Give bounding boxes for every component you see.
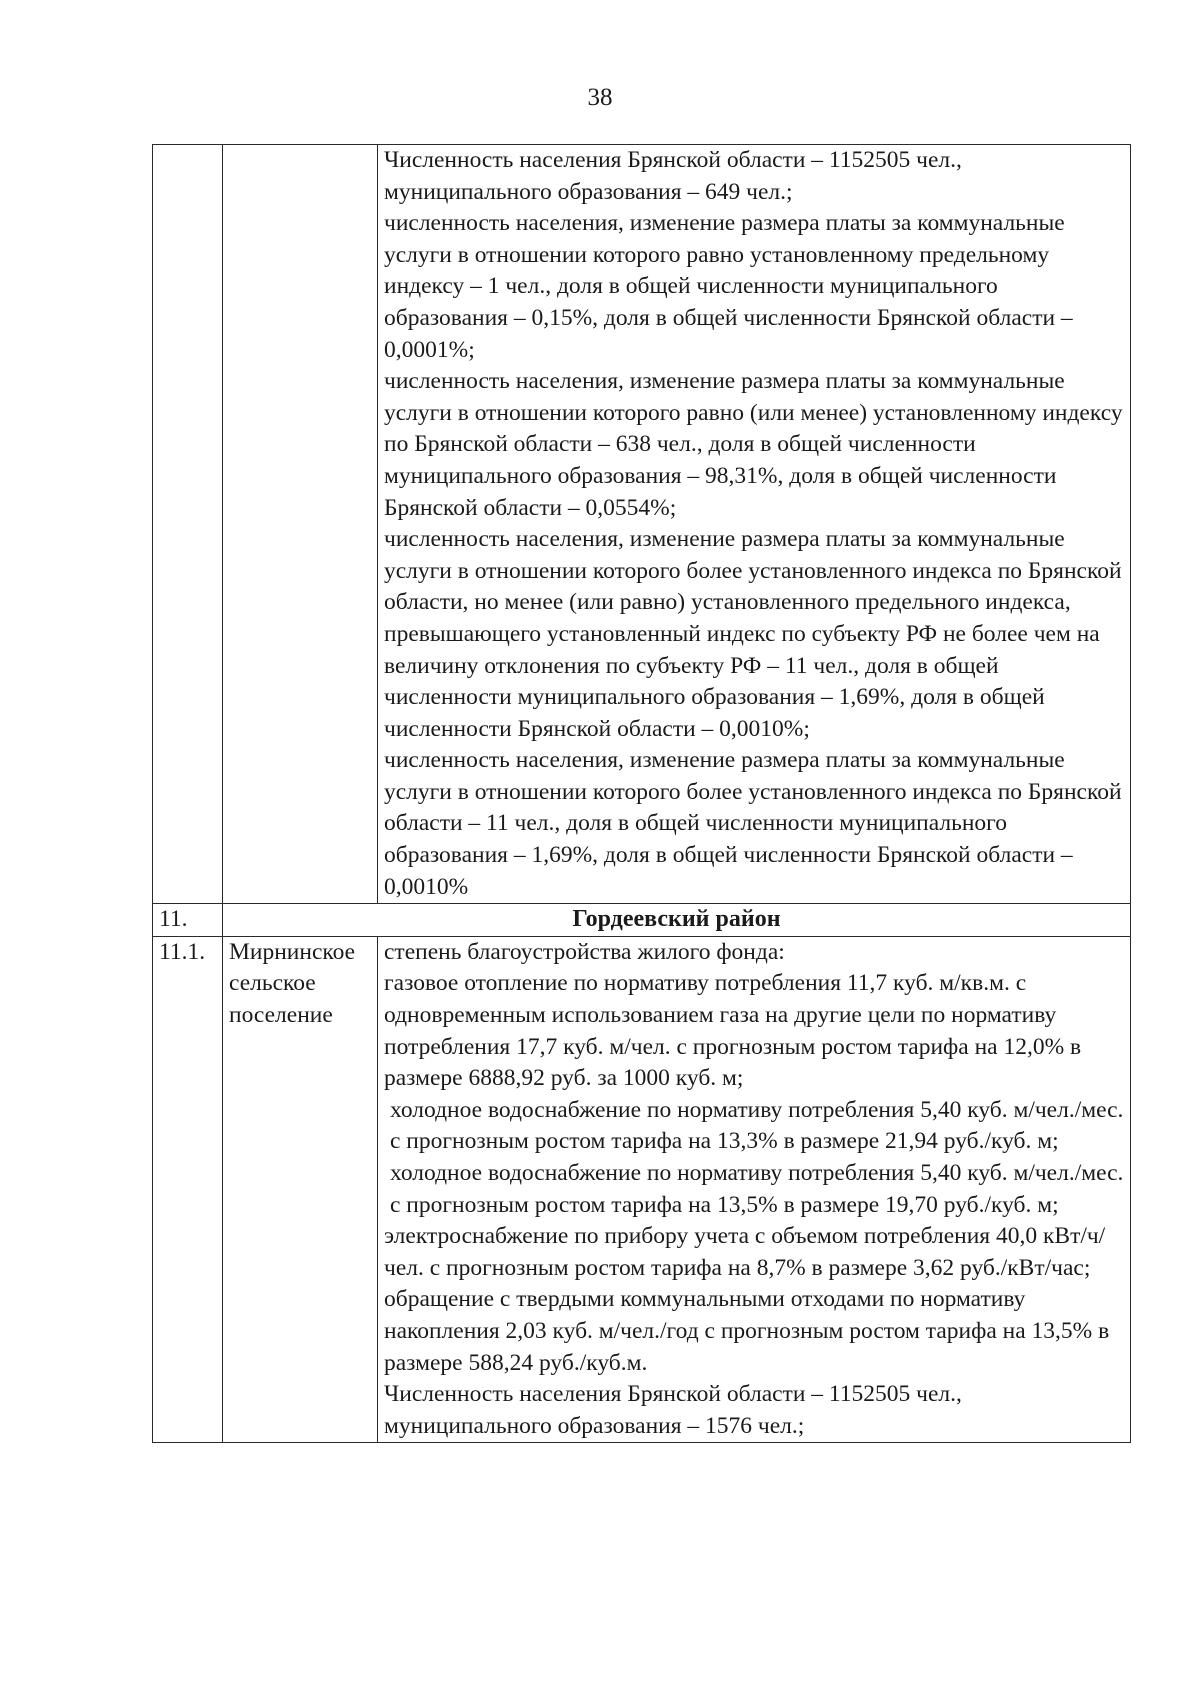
entry-text-cell [378, 936, 1131, 1443]
entry-paragraph: Численность населения Брянской области – 1152505 чел., муниципального образования – 1576 чел.; [384, 1381, 962, 1439]
entry-row [153, 936, 1131, 1443]
continuation-text-cell [378, 145, 1131, 904]
entry-number: 11.1. [153, 936, 223, 1443]
district-name: Гордеевский район [223, 904, 1131, 937]
district-row [153, 904, 1131, 937]
entry-paragraph: электроснабжение по прибору учета с объемом потребления 40,0 кВт/ч/чел. с прогнозным ростом тарифа на 8,7% в размере 3,62 руб./кВт/час; [384, 1223, 1106, 1281]
continuation-paragraph: численность населения, изменение размера платы за коммунальные услуги в отношении которого равно (или менее) установленному индексу по Брянской области – 638 чел., доля в общей численности муниципального образования – 98,31%, доля в общей численности Брянской области – 0,0554%; [384, 368, 1123, 521]
empty-settlement-cell [223, 145, 378, 904]
district-number: 11. [153, 904, 223, 937]
entry-paragraph: газовое отопление по нормативу потребления 11,7 куб. м/кв.м. с одновременным использованием газа на другие цели по нормативу потребления 17,7 куб. м/чел. с прогнозным ростом тарифа на 12,0% в размере 6888,92 руб. за 1000 куб. м; [384, 970, 1082, 1092]
empty-number-cell [153, 145, 223, 904]
settlement-name: Мирнинское сельское поселение [223, 936, 378, 1443]
page-number: 38 [587, 84, 613, 111]
data-table [152, 144, 1131, 1443]
continuation-paragraph: Численность населения Брянской области – 1152505 чел., муниципального образования – 649 чел.; [384, 147, 962, 205]
continuation-row [153, 145, 1131, 904]
entry-paragraph: холодное водоснабжение по нормативу потребления 5,40 куб. м/чел./мес. с прогнозным ростом тарифа на 13,3% в размере 21,94 руб./куб. м; [390, 1096, 1124, 1155]
continuation-paragraph: численность населения, изменение размера платы за коммунальные услуги в отношении которого равно установленному предельному индексу – 1 чел., доля в общей численности муниципального образования – 0,15%, доля в общей численности Брянской области – 0,0001%; [384, 210, 1073, 363]
continuation-paragraph: численность населения, изменение размера платы за коммунальные услуги в отношении которого более установленного индекса по Брянской области – 11 чел., доля в общей численности муниципального образования – 1,69%, доля в общей численности Брянской области – 0,0010% [384, 747, 1122, 900]
entry-paragraph: обращение с твердыми коммунальными отходами по нормативу накопления 2,03 куб. м/чел./год с прогнозным ростом тарифа на 13,5% в размере 588,24 руб./куб.м. [384, 1286, 1110, 1376]
entry-paragraph: холодное водоснабжение по нормативу потребления 5,40 куб. м/чел./мес. с прогнозным ростом тарифа на 13,5% в размере 19,70 руб./куб. м; [390, 1160, 1124, 1218]
continuation-paragraph: численность населения, изменение размера платы за коммунальные услуги в отношении которого более установленного индекса по Брянской области, но менее (или равно) установленного предельного индекса, превышающего установленный индекс по субъекту РФ не более чем на величину отклонения по субъекту РФ – 11 чел., доля в общей численности муниципального образования – 1,69%, доля в общей численности Брянской области – 0,0010%; [384, 526, 1122, 742]
entry-paragraph: степень благоустройства жилого фонда: [384, 938, 785, 965]
